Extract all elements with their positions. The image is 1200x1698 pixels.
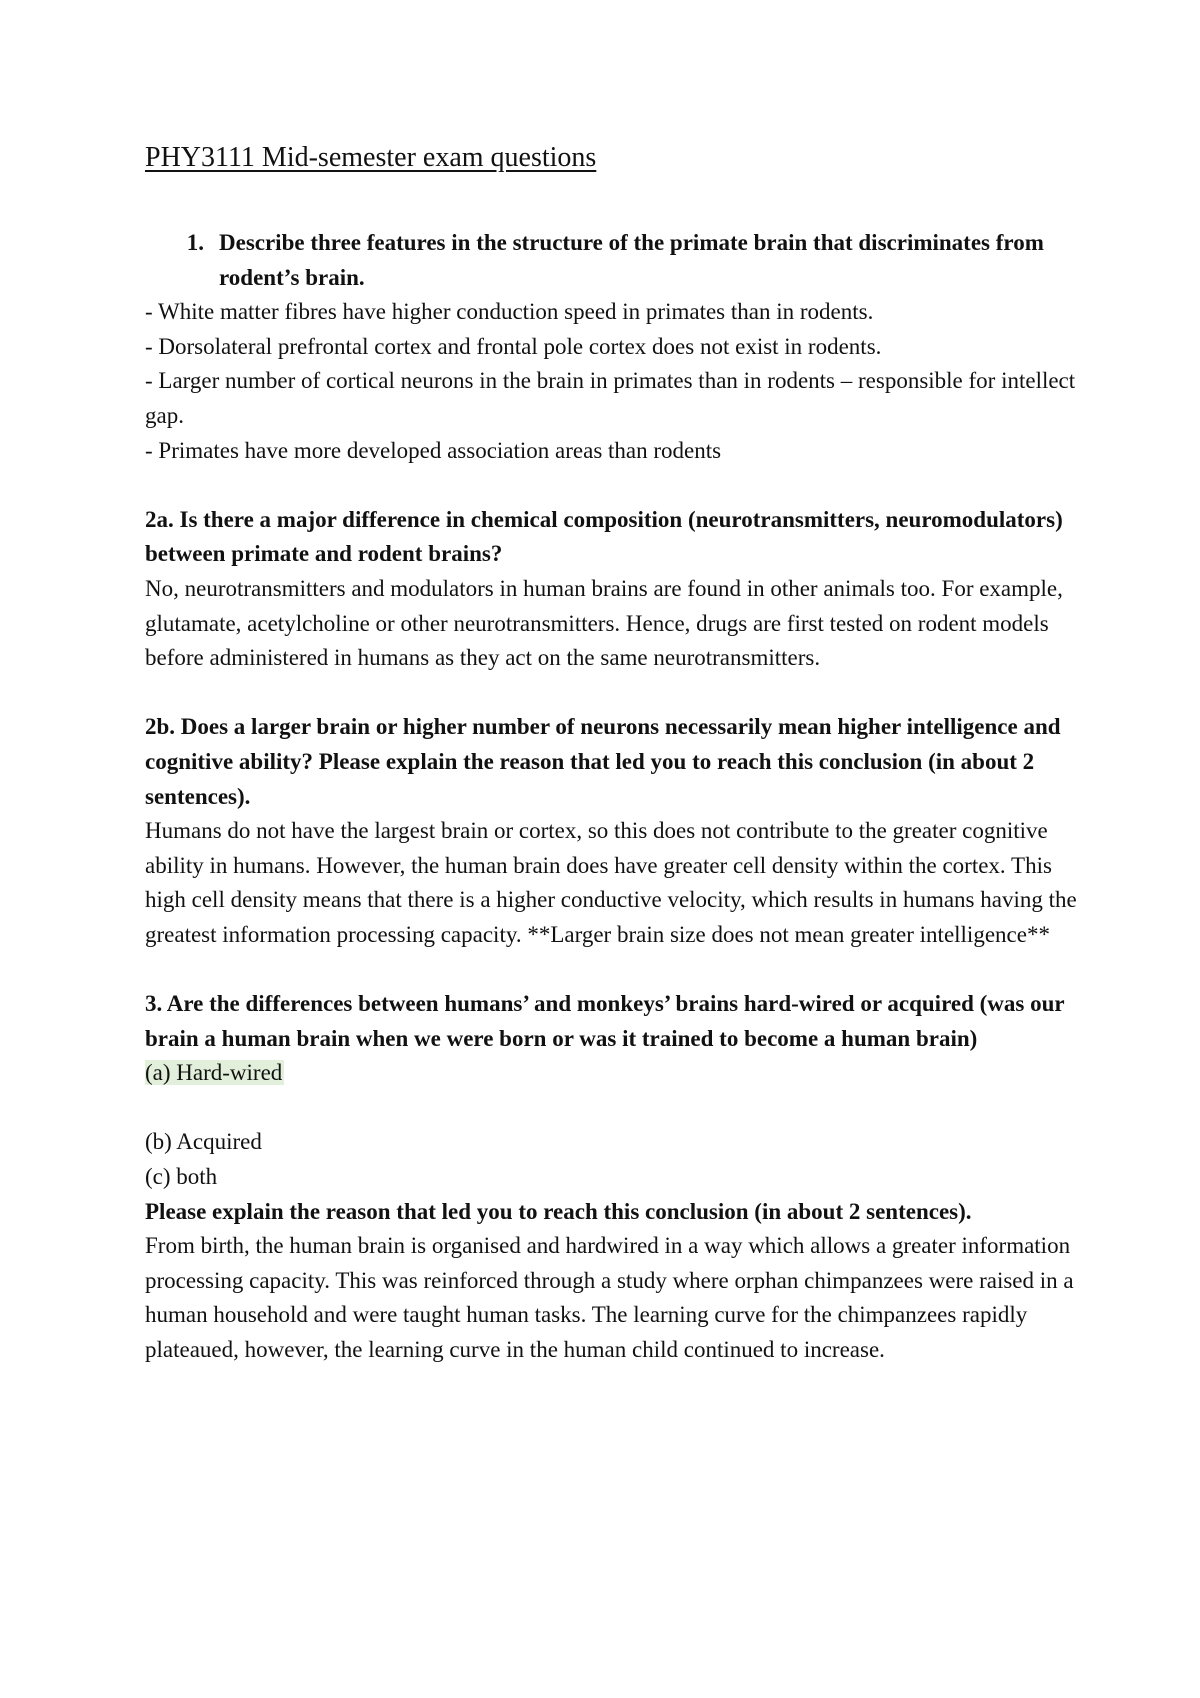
question-3-text: 3. Are the differences between humans’ and monkeys’ brains hard-wired or acquired (was our brain a human brain when we were born or was it trained to become a human brain): [145, 991, 1065, 1051]
document-title: PHY3111 Mid-semester exam questions: [145, 142, 597, 173]
spacer: [145, 676, 1085, 711]
question-1-answer-2: - Dorsolateral prefrontal cortex and frontal pole cortex does not exist in rodents.: [145, 333, 882, 359]
question-1-answer-1: - White matter fibres have higher conduction speed in primates than in rodents.: [145, 299, 874, 325]
question-2b-text: 2b. Does a larger brain or higher number of neurons necessarily mean higher intelligence and cognitive ability? Please explain the reason that led you to reach this conclusion (in about 2 sentences).: [145, 714, 1061, 809]
question-1-answer-4: - Primates have more developed association areas than rodents: [145, 437, 722, 463]
question-2a-text: 2a. Is there a major difference in chemical composition (neurotransmitters, neuromodulators) between primate and rodent brains?: [145, 506, 1063, 567]
question-1-answer-3: - Larger number of cortical neurons in the brain in primates than in rodents – responsible for intellect gap.: [145, 368, 1076, 428]
question-2b-answer: Humans do not have the largest brain or cortex, so this does not contribute to the greater cognitive ability in humans. However, the human brain does have greater cell density within the cortex. This high cell density means that there is a higher conductive velocity, which results in humans having the greatest information processing capacity. **Larger brain size does not mean greater intelligence**: [145, 818, 1077, 947]
question-1: [145, 226, 1085, 295]
question-1-text: Describe three features in the structure of the primate brain that discriminates from rodent’s brain.: [219, 230, 1044, 290]
spacer: [145, 952, 1085, 987]
question-3-prompt: Please explain the reason that led you to reach this conclusion (in about 2 sentences).: [145, 1198, 972, 1224]
question-1-number: 1.: [186, 230, 204, 255]
question-3-answer: From birth, the human brain is organised and hardwired in a way which allows a greater information processing capacity. This was reinforced through a study where orphan chimpanzees were raised in a human household and were taught human tasks. The learning curve for the chimpanzees rapidly plateaued, however, the learning curve in the human child continued to increase.: [145, 1233, 1074, 1362]
document-page: [145, 138, 1085, 1368]
question-3-option-a: [145, 1056, 1085, 1091]
spacer: [145, 1091, 1085, 1126]
highlighted-answer: (a) Hard-wired: [145, 1060, 283, 1086]
question-2a-answer: No, neurotransmitters and modulators in human brains are found in other animals too. For example, glutamate, acetylcholine or other neurotransmitters. Hence, drugs are first tested on rodent models before administered in humans as they act on the same neurotransmitters.: [145, 575, 1063, 671]
question-3-option-b: (b) Acquired: [145, 1129, 262, 1155]
spacer: [145, 468, 1085, 503]
question-3-option-c: (c) both: [145, 1164, 218, 1190]
